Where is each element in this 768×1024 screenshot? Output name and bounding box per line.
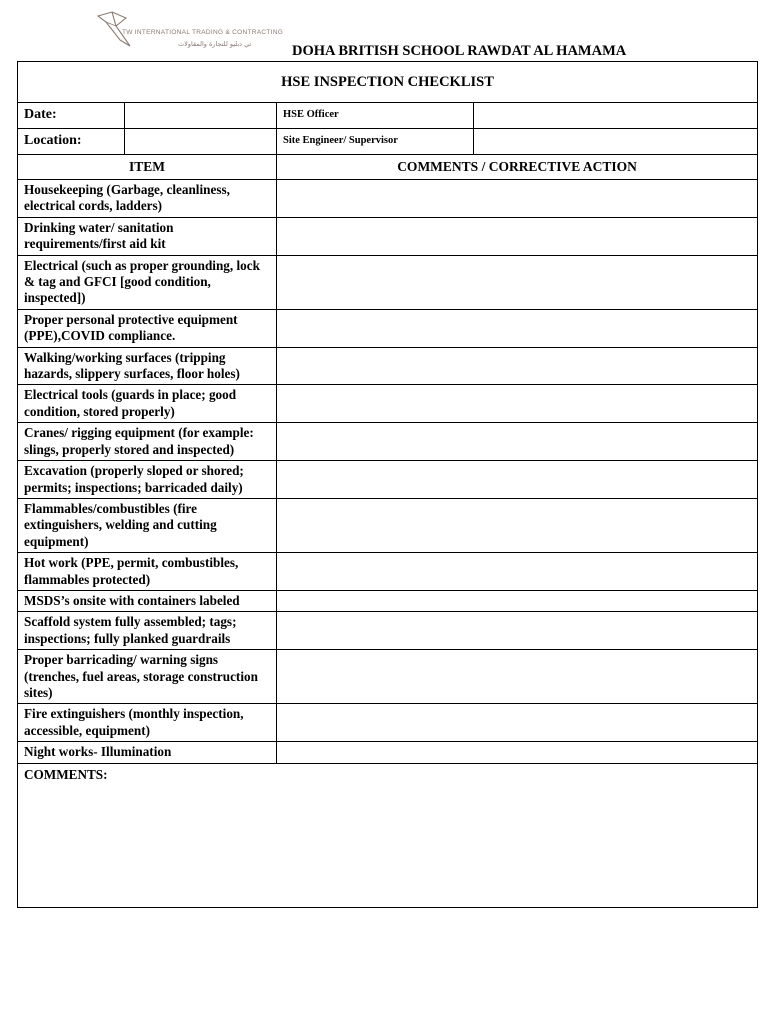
- location-label: Location:: [18, 129, 125, 155]
- checklist-item-comment-field[interactable]: [277, 498, 758, 552]
- checklist-item-text: Electrical tools (guards in place; good condition, stored properly): [18, 385, 277, 423]
- comments-box[interactable]: [18, 763, 758, 907]
- checklist-item-text: Scaffold system fully assembled; tags; inspections; fully planked guardrails: [18, 612, 277, 650]
- location-row: [18, 129, 758, 155]
- checklist-row: [18, 255, 758, 309]
- checklist-item-comment-field[interactable]: [277, 742, 758, 763]
- checklist-item-text: Proper personal protective equipment (PPE),COVID compliance.: [18, 309, 277, 347]
- date-field[interactable]: [125, 103, 277, 129]
- checklist-item-comment-field[interactable]: [277, 461, 758, 499]
- checklist-item-comment-field[interactable]: [277, 385, 758, 423]
- comments-column-header: COMMENTS / CORRECTIVE ACTION: [277, 155, 758, 180]
- checklist-item-comment-field[interactable]: [277, 704, 758, 742]
- checklist-item-text: Night works- Illumination: [18, 742, 277, 763]
- checklist-item-text: Cranes/ rigging equipment (for example: slings, properly stored and inspected): [18, 423, 277, 461]
- hse-officer-label: HSE Officer: [277, 103, 474, 129]
- checklist-item-comment-field[interactable]: [277, 217, 758, 255]
- checklist-item-comment-field[interactable]: [277, 423, 758, 461]
- checklist-row: [18, 385, 758, 423]
- checklist-item-text: Excavation (properly sloped or shored; permits; inspections; barricaded daily): [18, 461, 277, 499]
- checklist-row: [18, 742, 758, 763]
- checklist-item-comment-field[interactable]: [277, 309, 758, 347]
- checklist-row: [18, 590, 758, 611]
- checklist-row: [18, 498, 758, 552]
- site-engineer-field[interactable]: [474, 129, 758, 155]
- checklist-item-text: Fire extinguishers (monthly inspection, accessible, equipment): [18, 704, 277, 742]
- checklist-row: [18, 650, 758, 704]
- checklist-item-comment-field[interactable]: [277, 180, 758, 218]
- site-engineer-label: Site Engineer/ Supervisor: [277, 129, 474, 155]
- comments-row: [18, 763, 758, 907]
- checklist-item-text: Electrical (such as proper grounding, lock & tag and GFCI [good condition, inspected]): [18, 255, 277, 309]
- logo-text-arabic: تي دبليو للتجارة والمقاولات: [178, 40, 252, 48]
- school-title: DOHA BRITISH SCHOOL RAWDAT AL HAMAMA: [292, 43, 627, 59]
- checklist-row: [18, 217, 758, 255]
- checklist-item-text: Proper barricading/ warning signs (trenches, fuel areas, storage construction sites): [18, 650, 277, 704]
- checklist-item-text: Drinking water/ sanitation requirements/first aid kit: [18, 217, 277, 255]
- checklist-row: [18, 180, 758, 218]
- checklist-item-text: Hot work (PPE, permit, combustibles, flammables protected): [18, 553, 277, 591]
- checklist-row: [18, 612, 758, 650]
- checklist-row: [18, 423, 758, 461]
- checklist-row: [18, 347, 758, 385]
- checklist-item-text: MSDS’s onsite with containers labeled: [18, 590, 277, 611]
- item-column-header: ITEM: [18, 155, 277, 180]
- checklist-item-comment-field[interactable]: [277, 553, 758, 591]
- checklist-item-text: Housekeeping (Garbage, cleanliness, electrical cords, ladders): [18, 180, 277, 218]
- column-header-row: [18, 155, 758, 180]
- logo-text-english: TW INTERNATIONAL TRADING & CONTRACTING: [122, 29, 284, 36]
- comments-label: COMMENTS:: [24, 766, 108, 782]
- company-logo: [96, 10, 284, 56]
- checklist-item-text: Walking/working surfaces (tripping hazards, slippery surfaces, floor holes): [18, 347, 277, 385]
- checklist-item-text: Flammables/combustibles (fire extinguishers, welding and cutting equipment): [18, 498, 277, 552]
- checklist-row: [18, 461, 758, 499]
- date-label: Date:: [18, 103, 125, 129]
- checklist-row: [18, 553, 758, 591]
- inspection-checklist-table: [17, 61, 758, 908]
- date-row: [18, 103, 758, 129]
- checklist-row: [18, 309, 758, 347]
- checklist-item-comment-field[interactable]: [277, 255, 758, 309]
- checklist-item-comment-field[interactable]: [277, 590, 758, 611]
- location-field[interactable]: [125, 129, 277, 155]
- checklist-item-comment-field[interactable]: [277, 347, 758, 385]
- checklist-item-comment-field[interactable]: [277, 650, 758, 704]
- form-title: HSE INSPECTION CHECKLIST: [18, 62, 758, 103]
- checklist-row: [18, 704, 758, 742]
- title-row: [18, 62, 758, 103]
- hse-officer-field[interactable]: [474, 103, 758, 129]
- checklist-item-comment-field[interactable]: [277, 612, 758, 650]
